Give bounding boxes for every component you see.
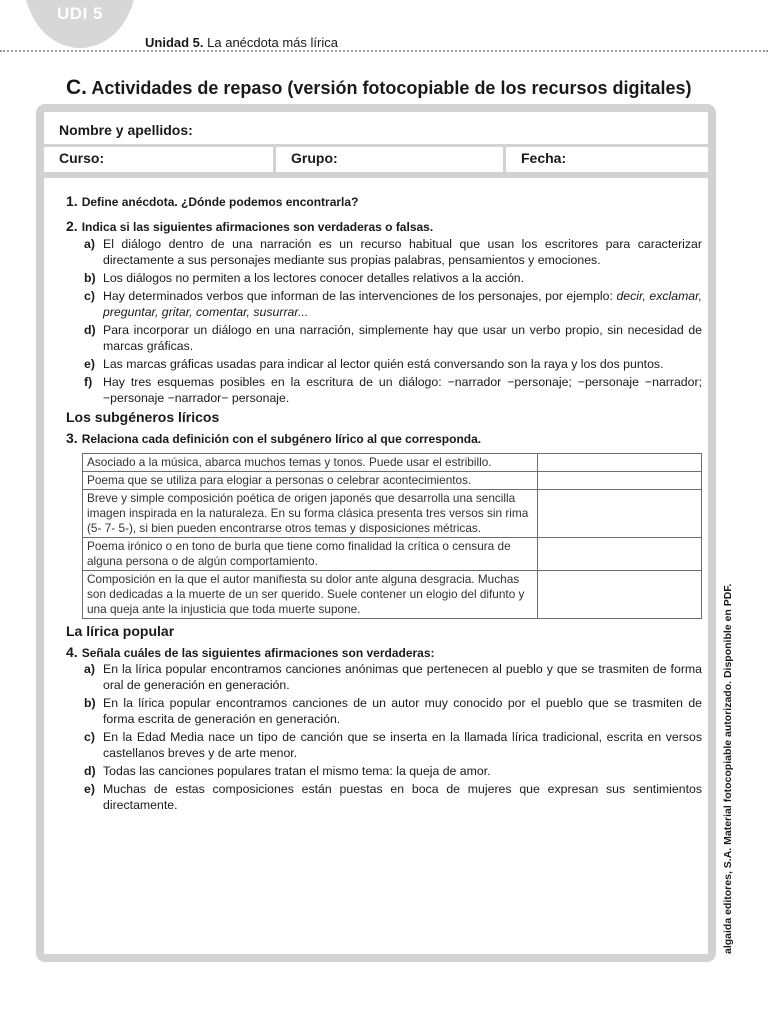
name-row [44, 117, 708, 147]
statement-item [66, 763, 702, 779]
table-row [83, 538, 702, 571]
statement-item [66, 661, 702, 693]
running-header [145, 35, 338, 50]
question-text: Señala cuáles de las siguientes afirmaciones son verdaderas: [81, 646, 435, 660]
unit-tab-label: UDI 5 [57, 4, 103, 23]
item-text: Hay tres esquemas posibles en la escritura de un diálogo: −narrador −personaje; −personaje −narrador; −personaje −narrador− personaje. [103, 375, 702, 405]
table-row [83, 571, 702, 619]
course-label: Curso: [59, 150, 105, 166]
answer-cell[interactable] [538, 454, 702, 472]
question-4-statements [66, 661, 702, 813]
item-letter: e) [84, 357, 95, 371]
table-row [83, 454, 702, 472]
statement-item [66, 695, 702, 727]
item-text: Todas las canciones populares tratan el mismo tema: la queja de amor. [103, 764, 491, 778]
definition-cell: Asociado a la música, abarca muchos temas y tonos. Puede usar el estribillo. [83, 454, 538, 472]
item-letter: b) [84, 271, 96, 285]
name-label: Nombre y apellidos: [59, 122, 193, 138]
question-text: Indica si las siguientes afirmaciones son verdaderas o falsas. [81, 220, 434, 234]
item-letter: b) [84, 696, 96, 710]
date-label: Fecha: [521, 150, 567, 166]
course-group-date-row [44, 145, 708, 175]
answer-cell[interactable] [538, 571, 702, 619]
item-letter: a) [84, 237, 95, 251]
section-heading-popular-lyric: La lírica popular [66, 623, 175, 639]
table-row [83, 490, 702, 538]
section-heading-lyric-subgenres: Los subgéneros líricos [66, 409, 220, 425]
definition-cell: Poema irónico o en tono de burla que tiene como finalidad la crítica o censura de alguna persona o de algún comportamiento. [83, 538, 538, 571]
question-number: 3. [66, 430, 78, 446]
question-2 [66, 218, 702, 235]
answer-cell[interactable] [538, 490, 702, 538]
statement-item [66, 288, 702, 320]
question-1 [66, 193, 702, 210]
unit-label: Unidad 5. [145, 35, 204, 50]
table-row [83, 472, 702, 490]
question-3 [66, 430, 702, 447]
item-letter: c) [84, 289, 95, 303]
item-text: Los diálogos no permiten a los lectores conocer detalles relativos a la acción. [103, 271, 525, 285]
question-text: Relaciona cada definición con el subgénero lírico al que corresponda. [81, 432, 482, 446]
question-text: Define anécdota. ¿Dónde podemos encontrarla? [81, 195, 359, 209]
item-text: Las marcas gráficas usadas para indicar al lector quién está conversando son la raya y los dos puntos. [103, 357, 664, 371]
section-letter: C. [66, 76, 87, 99]
item-text: En la lírica popular encontramos canciones de un autor muy conocido por el pueblo que se trasmiten de forma escrita de generación en generación. [103, 696, 702, 726]
activities [66, 193, 702, 815]
page-title [66, 76, 692, 100]
item-text: En la Edad Media nace un tipo de canción que se inserta en la llamada lírica tradicional, escrita en versos castellanos breves y de arte menor. [103, 730, 702, 760]
statement-item [66, 236, 702, 268]
item-letter: f) [84, 375, 93, 389]
item-letter: e) [84, 782, 95, 796]
question-4 [66, 644, 702, 661]
statement-item [66, 322, 702, 354]
answer-cell[interactable] [538, 538, 702, 571]
question-2-statements [66, 236, 702, 406]
course-field[interactable] [44, 145, 274, 172]
item-text-examples: decir, exclamar, preguntar, gritar, comentar, susurrar... [103, 289, 702, 319]
title-text: Actividades de repaso (versión fotocopiable de los recursos digitales) [91, 78, 692, 98]
definition-cell: Composición en la que el autor manifiesta su dolor ante alguna desgracia. Muchas son dedicadas a la muerte de un ser querido. Suele contener un elogio del difunto y una queja ante la injusticia que toda muerte supone. [83, 571, 538, 619]
statement-item [66, 781, 702, 813]
item-letter: a) [84, 662, 95, 676]
item-text: En la lírica popular encontramos canciones anónimas que pertenecen al pueblo y que se trasmiten de forma oral de generación en generación. [103, 662, 702, 692]
group-field[interactable] [273, 145, 505, 172]
answer-cell[interactable] [538, 472, 702, 490]
item-text: Muchas de estas composiciones están puestas en boca de mujeres que expresan sus sentimientos directamente. [103, 782, 702, 812]
item-letter: d) [84, 323, 96, 337]
statement-item [66, 729, 702, 761]
definition-cell: Poema que se utiliza para elogiar a personas o celebrar acontecimientos. [83, 472, 538, 490]
statement-item [66, 356, 702, 372]
statement-item [66, 270, 702, 286]
question-number: 1. [66, 193, 78, 209]
item-letter: c) [84, 730, 95, 744]
item-text: Para incorporar un diálogo en una narración, simplemente hay que usar un verbo propio, sin necesidad de marcas gráficas. [103, 323, 702, 353]
item-letter: d) [84, 764, 96, 778]
subgenre-matching-table [82, 453, 702, 619]
question-number: 4. [66, 644, 78, 660]
date-field[interactable] [503, 145, 708, 172]
item-text: El diálogo dentro de una narración es un recurso habitual que usan los escritores para caracterizar directamente a sus personajes mediante sus propias palabras, pensamientos y emociones. [103, 237, 702, 267]
unit-title: La anécdota más lírica [207, 35, 338, 50]
unit-tab [24, 0, 136, 48]
copyright-side-note: algaida editores, S.A. Material fotocopiable autorizado. Disponible en PDF. [722, 583, 734, 954]
name-field[interactable] [44, 117, 708, 144]
question-number: 2. [66, 218, 78, 234]
definition-cell: Breve y simple composición poética de origen japonés que desarrolla una sencilla imagen inspirada en la naturaleza. En su forma clásica presenta tres versos sin rima (5- 7- 5-), si bien pueden encontrarse otros temas y disposiciones métricas. [83, 490, 538, 538]
form-divider [44, 173, 708, 178]
statement-item [66, 374, 702, 406]
header-dotted-rule [0, 50, 768, 52]
item-text: Hay determinados verbos que informan de las intervenciones de los personajes, por ejemplo: [103, 289, 617, 303]
group-label: Grupo: [291, 150, 338, 166]
